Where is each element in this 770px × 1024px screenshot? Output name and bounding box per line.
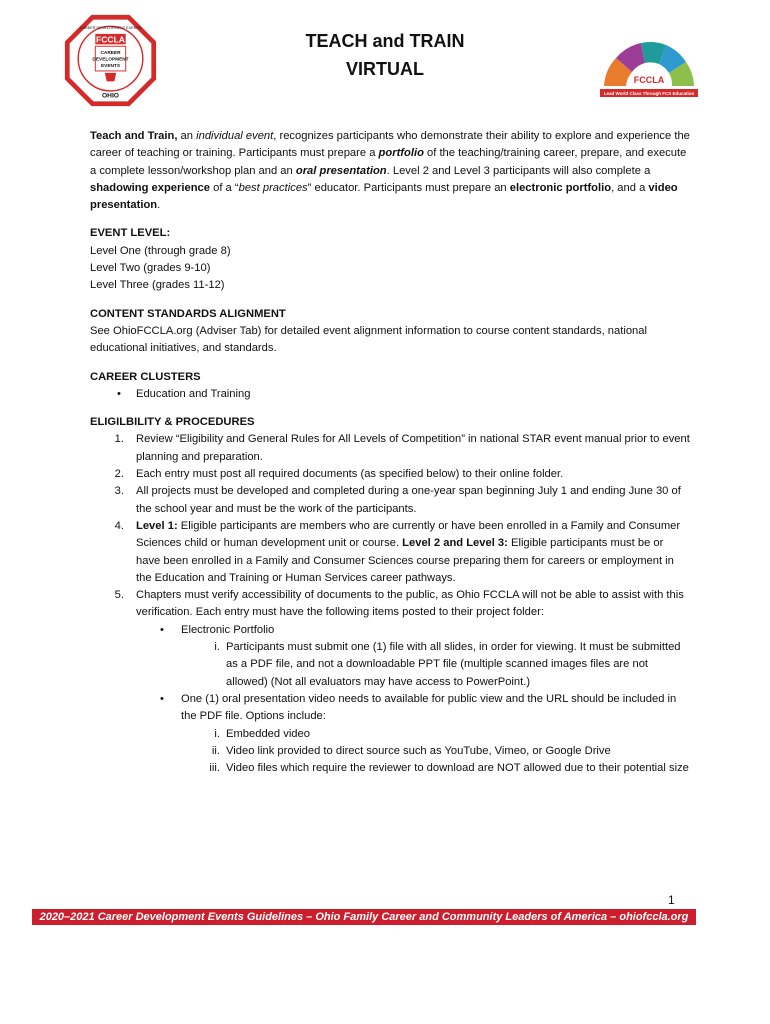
eligibility-item: 2. Each entry must post all required documents (as specified below) to their online folder. bbox=[114, 468, 564, 481]
page-number: 1 bbox=[668, 893, 675, 907]
logo-tagline: Lead World Class Through FCS Education bbox=[603, 91, 695, 96]
career-clusters-heading: CAREER CLUSTERS bbox=[90, 370, 201, 383]
footer-banner: 2020–2021 Career Development Events Guidelines – Ohio Family Career and Community Leaders of America – ohiofccla.org bbox=[32, 909, 696, 925]
logo-ohio-text: OHIO bbox=[102, 92, 119, 100]
bullet-marker: • bbox=[117, 387, 121, 400]
requirement-subitem: i. Embedded video bbox=[214, 727, 310, 740]
eligibility-item: 5. Chapters must verify accessibility of documents to the public, as Ohio FCCLA will not be able to assist with this verification. Each entry must have the following items posted to their project folder: bbox=[114, 589, 684, 619]
requirement-subitem: ii. Video link provided to direct source such as YouTube, Vimeo, or Google Drive bbox=[211, 744, 611, 757]
career-cluster-item: • Education and Training bbox=[90, 386, 690, 403]
event-level-heading: EVENT LEVEL: bbox=[90, 227, 171, 240]
page-subtitle: VIRTUAL bbox=[346, 59, 424, 79]
requirement-item: • Electronic Portfolio bbox=[90, 622, 690, 639]
eligibility-heading: ELIGILBILITY & PROCEDURES bbox=[90, 416, 255, 429]
requirement-subitem: iii. Video files which require the reviewer to download are NOT allowed due to their potential size bbox=[209, 762, 689, 775]
document-body bbox=[90, 128, 690, 777]
bullet-marker: • bbox=[160, 623, 164, 636]
eligibility-item: 3. All projects must be developed and completed during a one-year span beginning July 1 and ending June 30 of the school year and must be the work of the participants. bbox=[114, 485, 681, 515]
ohio-fccla-cde-logo bbox=[63, 13, 158, 108]
event-level-item: Level Three (grades 11-12) bbox=[90, 279, 225, 292]
requirement-item: • One (1) oral presentation video needs to available for public view and the URL should be included in the PDF file. Options include: bbox=[160, 692, 677, 723]
fccla-arc-logo bbox=[596, 40, 702, 100]
svg-text:EVENTS: EVENTS bbox=[100, 64, 121, 70]
logo-fccla-text: FCCLA bbox=[96, 34, 125, 45]
event-level-item: Level Two (grades 9-10) bbox=[90, 262, 211, 275]
svg-text:CAREER DEVELOPMENT EVENTS: CAREER DEVELOPMENT EVENTS bbox=[79, 26, 142, 31]
bullet-marker: • bbox=[160, 692, 164, 705]
svg-text:DEVELOPMENT: DEVELOPMENT bbox=[92, 57, 129, 63]
eligibility-item: 4. Level 1: Eligible participants are members who are currently or have been enrolled in a Family and Consumer Sciences child or human development unit or course. Level 2 and Level 3: Eligible participants must be or have been enrolled in a Family and Consumer Sciences course preparing them for careers or employment in the Education and Training or Human Services career pathways. bbox=[114, 519, 681, 584]
event-level-item: Level One (through grade 8) bbox=[90, 244, 231, 257]
requirement-subitem: i. Participants must submit one (1) file with all slides, in order for viewing. It must be submitted as a PDF file, and not a downloadable PPT file (multiple scanned images files are not allowed) (Not all evaluators may have access to PowerPoint.) bbox=[214, 641, 681, 688]
content-standards-heading: CONTENT STANDARDS ALIGNMENT bbox=[90, 307, 286, 320]
page-title: TEACH and TRAIN bbox=[305, 31, 465, 51]
intro-paragraph: Teach and Train, an individual event, recognizes participants who demonstrate their ability to explore and experience the career of teaching or training. Participants must prepare a portfolio of the teaching/training career, prepare, and execute a complete lesson/workshop plan and an oral presentation. Level 2 and Level 3 participants will also complete a shadowing experience of a “best practices” educator. Participants must prepare an electronic portfolio, and a video presentation. bbox=[90, 130, 690, 212]
svg-text:CAREER: CAREER bbox=[100, 50, 121, 56]
logo-right-fccla-text: FCCLA bbox=[633, 75, 665, 85]
content-standards-text: See OhioFCCLA.org (Adviser Tab) for detailed event alignment information to course content standards, national educational initiatives, and standards. bbox=[90, 324, 647, 355]
eligibility-item: 1. Review “Eligibility and General Rules for All Levels of Competition” in national STAR event manual prior to event planning and preparation. bbox=[114, 433, 690, 463]
